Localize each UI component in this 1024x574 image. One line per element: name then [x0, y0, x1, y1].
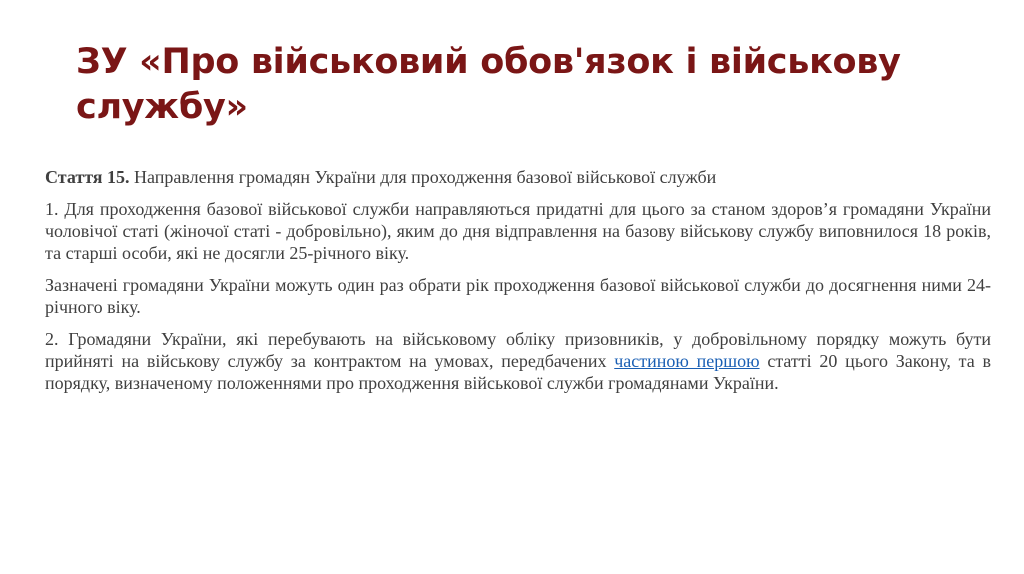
paragraph-3	[45, 328, 991, 394]
slide-title: ЗУ «Про військовий обов'язок і військову службу»	[76, 42, 901, 127]
paragraph-3-text-before: 2. Громадяни України, які перебувають на військовому обліку призовників, у добровільному порядку можуть бути прийняті на військову службу за контрактом на умовах, передбачених	[45, 329, 991, 371]
article-number: Стаття 15.	[45, 167, 130, 187]
paragraph-2: Зазначені громадяни України можуть один раз обрати рік проходження базової військової служби до досягнення ними 24-річного віку.	[45, 275, 991, 317]
slide-body	[45, 166, 991, 404]
law-part-one-link[interactable]: частиною першою	[614, 351, 760, 371]
article-title: Направлення громадян України для проходження базової військової служби	[129, 167, 717, 187]
article-heading	[45, 166, 991, 188]
paragraph-3-text-after: статті 20 цього Закону, та в порядку, визначеному положеннями про проходження військової служби громадянами України.	[45, 351, 991, 393]
paragraph-1: 1. Для проходження базової військової служби направляються придатні для цього за станом здоров’я громадяни України чоловічої статі (жіночої статі - добровільно), яким до дня відправлення на базову військову службу виповнилося 18 років, та старші особи, які не досягли 25-річного віку.	[45, 199, 991, 263]
